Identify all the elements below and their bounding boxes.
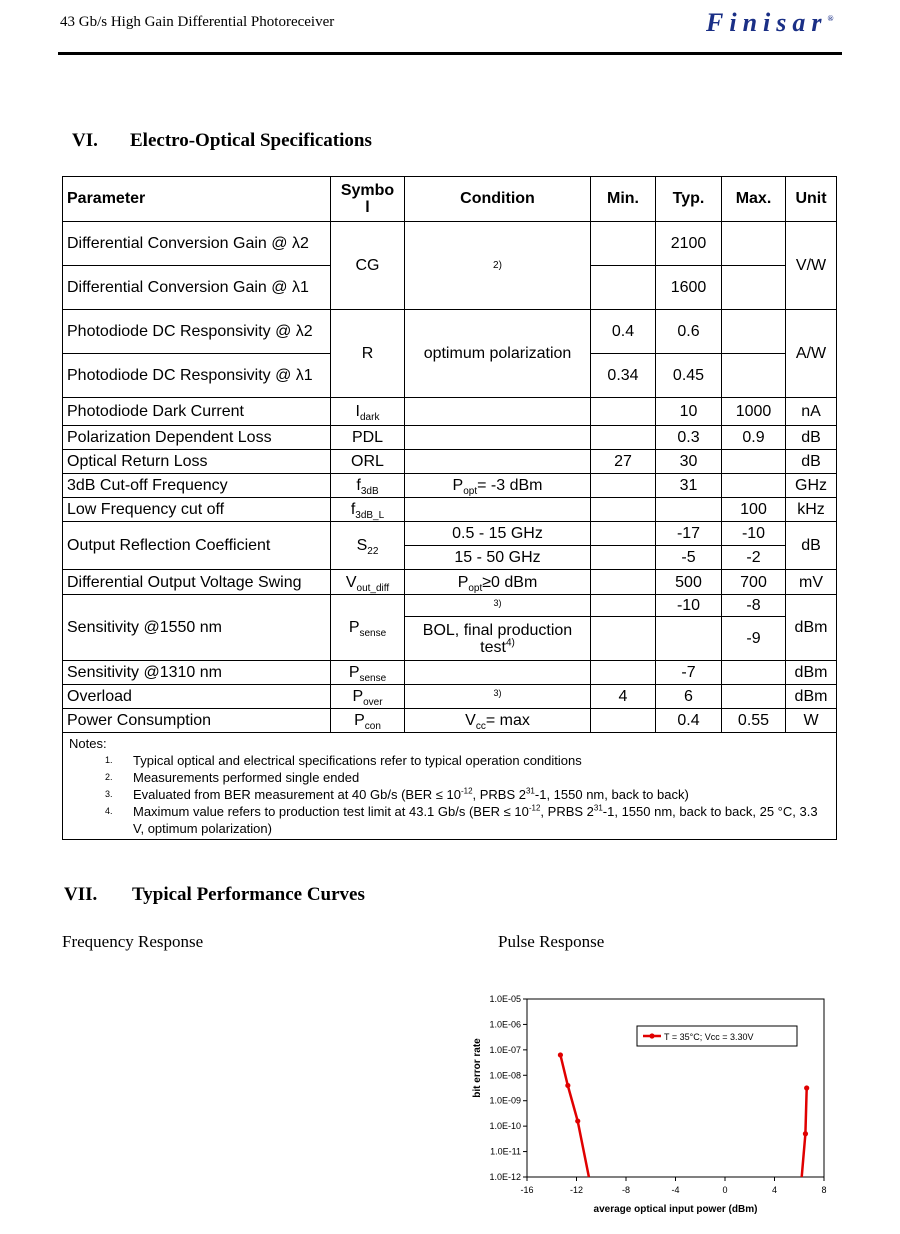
param-r-l2: Photodiode DC Responsivity @ λ2 <box>63 310 331 354</box>
typ-power: 0.4 <box>656 709 722 733</box>
cond-f3db: $P_{opt}= -3$ dBm <box>405 474 591 498</box>
legend-marker <box>649 1033 654 1038</box>
symbol-vout: $V_{out\_diff}$ <box>331 570 405 595</box>
cond-power: $V_{cc}= \max$ <box>405 709 591 733</box>
table-header-row <box>63 177 837 222</box>
finisar-logo: Finisar® <box>706 8 834 37</box>
header-rule <box>58 52 842 55</box>
data-point <box>803 1131 808 1136</box>
x-tick-label: 8 <box>821 1185 827 1195</box>
unit-r: A/W <box>786 310 837 398</box>
table-row <box>63 661 837 685</box>
typ-cg-l2: 2100 <box>656 222 722 266</box>
unit-lowf: kHz <box>786 498 837 522</box>
x-tick-label: -4 <box>671 1185 680 1195</box>
max-sens1550-bol: -9 <box>722 617 786 661</box>
symbol-lowf: $f_{3dB\_L}$ <box>331 498 405 522</box>
symbol-sens1550: $P_{sense}$ <box>331 595 405 661</box>
frequency-response-title: Frequency Response <box>62 932 204 951</box>
cond-sens1550-bol: BOL, final production test$^{4)}$ <box>405 617 591 661</box>
y-tick-label: 1.0E-06 <box>489 1019 521 1030</box>
y-tick-label: 1.0E-07 <box>489 1044 521 1055</box>
table-notes-row <box>63 733 837 840</box>
typ-dark: 10 <box>656 398 722 426</box>
notes-title: Notes: <box>69 736 107 751</box>
note-1: 1. Typical optical and electrical specifications refer to typical operation conditions <box>105 753 582 768</box>
table-row <box>63 310 837 354</box>
max-vout: 700 <box>722 570 786 595</box>
param-cg-l2: Differential Conversion Gain @ λ2 <box>63 222 331 266</box>
max-dark: 1000 <box>722 398 786 426</box>
min-orl: 27 <box>591 450 656 474</box>
unit-dark: nA <box>786 398 837 426</box>
cond-overload-note: 3) <box>405 685 591 709</box>
symbol-overload: $P_{over}$ <box>331 685 405 709</box>
table-row <box>63 426 837 450</box>
typ-vout: 500 <box>656 570 722 595</box>
x-tick-label: 0 <box>722 1185 728 1195</box>
document-header-title: 43 Gb/s High Gain Differential Photoreceiver <box>60 14 335 30</box>
ber-chart <box>460 985 840 1230</box>
header-symbol: Symbo l <box>331 177 405 222</box>
symbol-cg: CG <box>331 222 405 310</box>
x-tick-label: 4 <box>771 1185 778 1195</box>
max-s22-2: -2 <box>722 546 786 570</box>
unit-vout: mV <box>786 570 837 595</box>
min-r-l2: 0.4 <box>591 310 656 354</box>
table-row <box>63 685 837 709</box>
cond-r: optimum polarization <box>405 310 591 398</box>
typ-r-l2: 0.6 <box>656 310 722 354</box>
max-power: 0.55 <box>722 709 786 733</box>
param-overload: Overload <box>63 685 331 709</box>
param-pdl: Polarization Dependent Loss <box>63 426 331 450</box>
y-tick-label: 1.0E-09 <box>489 1095 521 1106</box>
note-2: 2. Measurements performed single ended <box>105 770 360 785</box>
note-3: 3. Evaluated from BER measurement at 40 Gb/s ($BER \le 10^{-12}$, PRBS $2^{31}-1$, 1550 nm, back to back) <box>105 786 689 802</box>
x-tick-label: -12 <box>569 1185 584 1195</box>
typ-sens1310: -7 <box>656 661 722 685</box>
typ-r-l1: 0.45 <box>656 354 722 398</box>
max-lowf: 100 <box>722 498 786 522</box>
max-s22-1: -10 <box>722 522 786 546</box>
symbol-orl: ORL <box>331 450 405 474</box>
header-unit: Unit <box>786 177 837 222</box>
unit-s22: dB <box>786 522 837 570</box>
symbol-r: R <box>331 310 405 398</box>
typ-s22-1: -17 <box>656 522 722 546</box>
typ-overload: 6 <box>656 685 722 709</box>
param-orl: Optical Return Loss <box>63 450 331 474</box>
unit-sens1310: dBm <box>786 661 837 685</box>
param-cg-l1: Differential Conversion Gain @ λ1 <box>63 266 331 310</box>
unit-overload: dBm <box>786 685 837 709</box>
y-tick-label: 1.0E-12 <box>489 1172 521 1182</box>
unit-cg: V/W <box>786 222 837 310</box>
y-tick-label: 1.0E-10 <box>489 1121 521 1132</box>
x-axis-label: average optical input power (dBm) <box>593 1204 758 1215</box>
typ-cg-l1: 1600 <box>656 266 722 310</box>
symbol-sens1310: $P_{sense}$ <box>331 661 405 685</box>
symbol-f3db: $f_{3dB}$ <box>331 474 405 498</box>
max-pdl: 0.9 <box>722 426 786 450</box>
table-row <box>63 595 837 617</box>
y-tick-label: 1.0E-08 <box>489 1070 521 1081</box>
table-row <box>63 222 837 266</box>
typ-orl: 30 <box>656 450 722 474</box>
param-dark: Photodiode Dark Current <box>63 398 331 426</box>
table-row <box>63 474 837 498</box>
param-r-l1: Photodiode DC Responsivity @ λ1 <box>63 354 331 398</box>
typ-s22-2: -5 <box>656 546 722 570</box>
pulse-response-title: Pulse Response <box>498 932 605 951</box>
unit-pdl: dB <box>786 426 837 450</box>
unit-orl: dB <box>786 450 837 474</box>
param-power: Power Consumption <box>63 709 331 733</box>
unit-power: W <box>786 709 837 733</box>
param-sens1310: Sensitivity @1310 nm <box>63 661 331 685</box>
cond-s22-1: 0.5 - 15 GHz <box>405 522 591 546</box>
header-max: Max. <box>722 177 786 222</box>
symbol-power: $P_{con}$ <box>331 709 405 733</box>
typ-pdl: 0.3 <box>656 426 722 450</box>
data-point <box>575 1118 580 1123</box>
max-sens1550: -8 <box>722 595 786 617</box>
x-tick-label: -16 <box>520 1185 534 1195</box>
section-6-title: VI. Electro-Optical Specifications <box>72 130 372 151</box>
table-row <box>63 709 837 733</box>
x-tick-label: -8 <box>621 1185 631 1195</box>
y-tick-label: 1.0E-05 <box>489 994 521 1004</box>
param-vout: Differential Output Voltage Swing <box>63 570 331 595</box>
specifications-table <box>62 176 837 840</box>
symbol-pdl: PDL <box>331 426 405 450</box>
note-4: 4. Maximum value refers to production test limit at 43.1 Gb/s ($BER \le 10^{-12}$, PRBS $2^{31}-1$, 1550 nm, back to back, 25 °C, 3.3 V, optimum polarization) <box>105 803 818 836</box>
table-row <box>63 570 837 595</box>
param-f3db: 3dB Cut-off Frequency <box>63 474 331 498</box>
param-lowf: Low Frequency cut off <box>63 498 331 522</box>
data-point <box>558 1052 563 1057</box>
legend-label: T = 35°C; Vcc = 3.30V <box>664 1032 754 1042</box>
notes <box>63 733 837 840</box>
param-sens1550: Sensitivity @1550 nm <box>63 595 331 661</box>
typ-f3db: 31 <box>656 474 722 498</box>
unit-sens1550: dBm <box>786 595 837 661</box>
header-typ: Typ. <box>656 177 722 222</box>
data-point <box>804 1085 809 1090</box>
symbol-s22: $S_{22}$ <box>331 522 405 570</box>
unit-f3db: GHz <box>786 474 837 498</box>
y-axis-label: bit error rate <box>472 1038 483 1098</box>
table-row <box>63 522 837 546</box>
y-tick-label: 1.0E-11 <box>490 1146 521 1157</box>
table-row <box>63 450 837 474</box>
series-line <box>560 1055 589 1177</box>
cond-cg-note: 2) <box>405 222 591 310</box>
typ-sens1550: -10 <box>656 595 722 617</box>
section-7-title: VII. Typical Performance Curves <box>64 884 365 905</box>
cond-s22-2: 15 - 50 GHz <box>405 546 591 570</box>
header-parameter: Parameter <box>63 177 331 222</box>
cond-vout: $P_{opt}\ge 0$ dBm <box>405 570 591 595</box>
header-condition: Condition <box>405 177 591 222</box>
header-min: Min. <box>591 177 656 222</box>
cond-sens1550-note: 3) <box>405 595 591 617</box>
min-overload: 4 <box>591 685 656 709</box>
min-r-l1: 0.34 <box>591 354 656 398</box>
table-row <box>63 398 837 426</box>
table-row <box>63 498 837 522</box>
symbol-dark: $I_{dark}$ <box>331 398 405 426</box>
data-point <box>565 1083 570 1088</box>
param-s22: Output Reflection Coefficient <box>63 522 331 570</box>
